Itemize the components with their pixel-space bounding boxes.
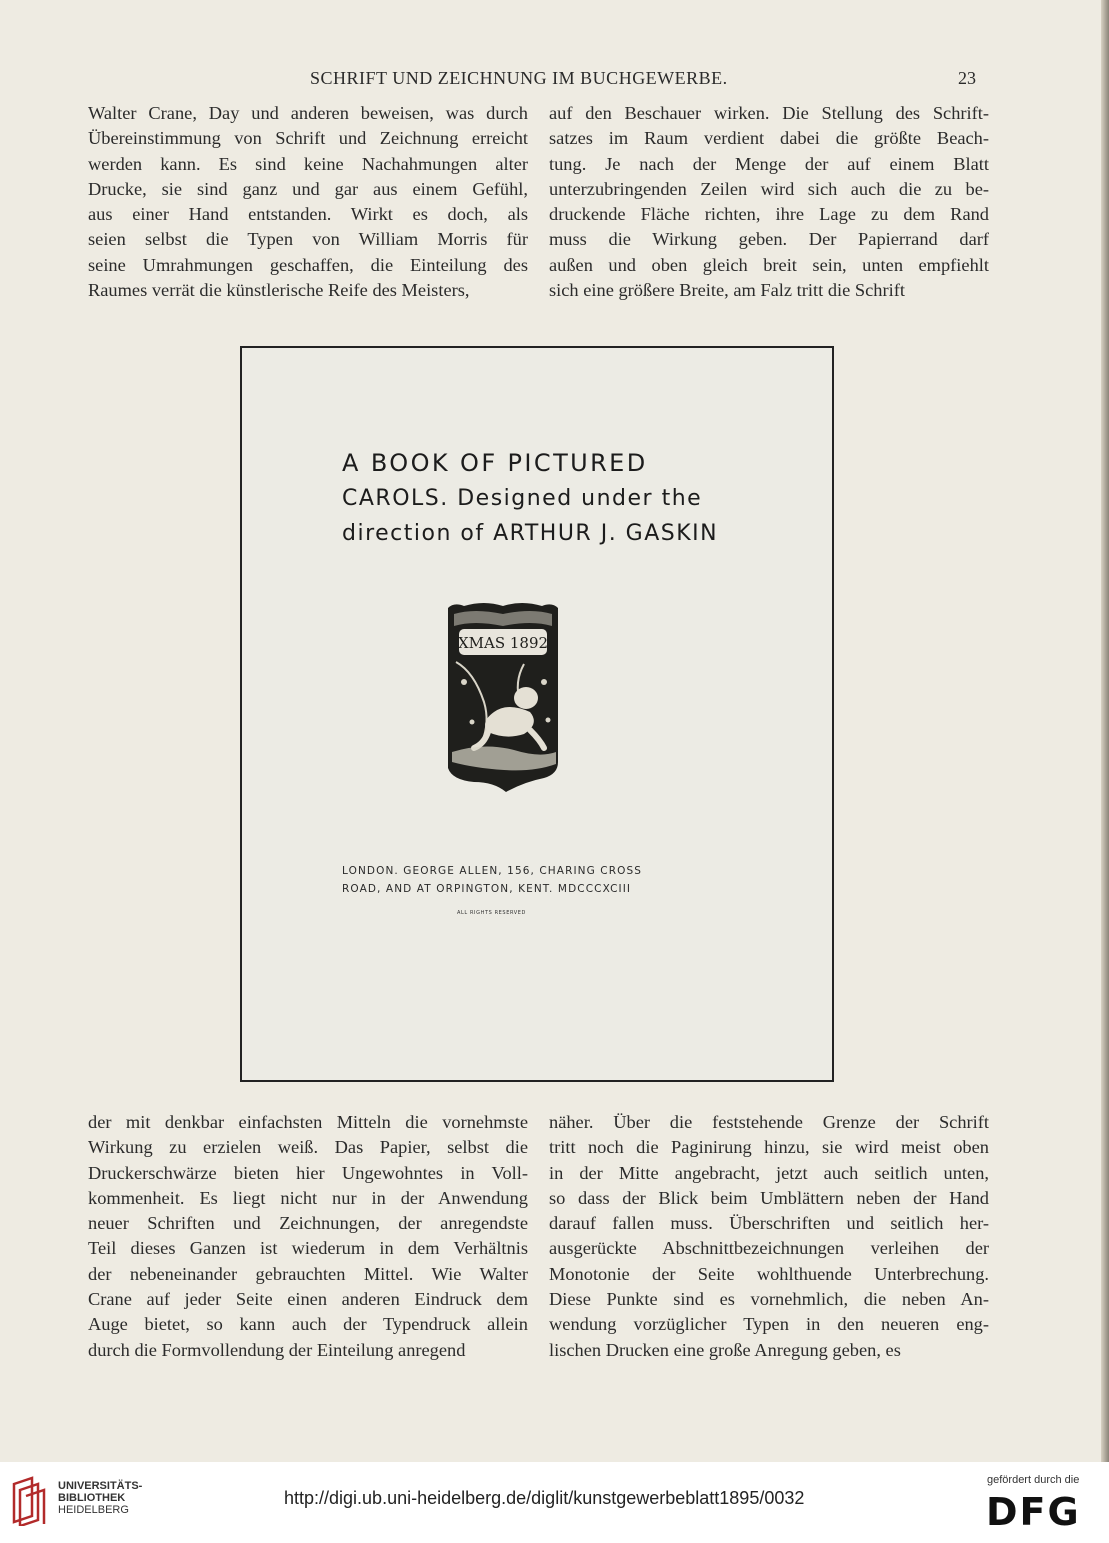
running-head: SCHRIFT UND ZEICHNUNG IM BUCHGEWERBE.: [310, 68, 728, 88]
library-name-line: HEIDELBERG: [58, 1504, 129, 1516]
text-column-bottom-left: [88, 1110, 528, 1363]
text-column-top-right: [549, 101, 989, 303]
text-line: unterzubringenden Zeilen wird sich auch die zu be-: [549, 178, 989, 199]
text-line: wendung vorzüglicher Typen in den neueren eng-: [549, 1314, 989, 1335]
text-line: sich eine größere Breite, am Falz tritt die Schrift: [549, 280, 905, 301]
text-line: Auge bietet, so kann auch der Typendruck allein: [88, 1314, 528, 1335]
text-line: werden kann. Es sind keine Nachahmungen alter: [88, 153, 528, 174]
library-name-line: UNIVERSITÄTS-: [58, 1480, 143, 1492]
text-line: Übereinstimmung von Schrift und Zeichnung erreicht: [88, 128, 528, 149]
imprint-line: ROAD, AND AT ORPINGTON, KENT. MDCCCXCIII: [342, 883, 632, 895]
rights-notice: ALL RIGHTS RESERVED: [457, 910, 526, 916]
text-line: der mit denkbar einfachsten Mitteln die vornehmste: [88, 1112, 528, 1132]
text-line: muss die Wirkung geben. Der Papierrand darf: [549, 229, 989, 250]
university-library-logo[interactable]: [10, 1476, 50, 1526]
text-column-bottom-right: [549, 1110, 989, 1363]
emblem-banner-text: XMAS 1892: [457, 634, 549, 652]
text-line: darauf fallen muss. Überschriften und seitlich her-: [549, 1213, 989, 1234]
text-line: Diese Punkte sind es vornehmlich, die neben An-: [549, 1289, 989, 1310]
funding-caption: gefördert durch die: [987, 1474, 1080, 1486]
text-line: druckende Fläche richten, ihre Lage zu dem Rand: [549, 204, 989, 225]
text-line: Walter Crane, Day und anderen beweisen, was durch: [88, 103, 528, 123]
text-line: kommenheit. Es liegt nicht nur in der Anwendung: [88, 1187, 528, 1208]
text-line: in der Mitte angebracht, jetzt auch seitlich unten,: [549, 1162, 989, 1183]
page-number: 23: [958, 68, 976, 88]
text-line: so dass der Blick beim Umblättern neben der Hand: [549, 1187, 989, 1208]
text-line: aus einer Hand entstanden. Wirkt es doch, als: [88, 204, 528, 225]
text-line: Monotonie der Seite wohlthuende Unterbrechung.: [549, 1263, 989, 1284]
text-column-top-left: [88, 101, 528, 303]
plate-imprint: [342, 862, 672, 898]
imprint-line: LONDON. GEORGE ALLEN, 156, CHARING CROSS: [342, 865, 643, 877]
text-line: Teil dieses Ganzen ist wiederum in dem Verhältnis: [88, 1238, 528, 1259]
text-line: Crane auf jeder Seite einen anderen Eindruck dem: [88, 1289, 528, 1310]
plate-title: [342, 446, 719, 551]
viewer-footer: [0, 1462, 1109, 1543]
page-edge-shadow: [1101, 0, 1109, 1462]
text-line: auf den Beschauer wirken. Die Stellung des Schrift-: [549, 103, 989, 123]
text-line: neuer Schriften und Zeichnungen, der anregendste: [88, 1213, 528, 1234]
plate-title-line: direction of ARTHUR J. GASKIN: [342, 521, 719, 546]
text-line: außen und oben gleich breit sein, unten empfiehlt: [549, 254, 989, 275]
xmas-emblem-woodcut: [444, 602, 562, 796]
library-name-line: BIBLIOTHEK: [58, 1492, 126, 1504]
text-line: tritt noch die Paginirung hinzu, sie wird meist oben: [549, 1137, 989, 1158]
text-line: näher. Über die feststehende Grenze der Schrift: [549, 1112, 989, 1132]
text-line: ausgerückte Abschnittbezeichnungen verleihen der: [549, 1238, 989, 1259]
permalink-url[interactable]: http://digi.ub.uni-heidelberg.de/diglit/kunstgewerbeblatt1895/0032: [284, 1488, 805, 1508]
text-line: seine Umrahmungen geschaffen, die Einteilung des: [88, 254, 528, 275]
text-line: Druckerschwärze bieten hier Ungewohntes in Voll-: [88, 1162, 528, 1183]
text-line: tung. Je nach der Menge der auf einem Blatt: [549, 153, 989, 174]
text-line: Wirkung zu erzielen weiß. Das Papier, selbst die: [88, 1137, 528, 1158]
plate-title-line: CAROLS. Designed under the: [342, 486, 703, 511]
text-line: der nebeneinander gebrauchten Mittel. Wie Walter: [88, 1263, 528, 1284]
plate-title-line: A BOOK OF PICTURED: [342, 449, 648, 477]
text-line: Drucke, sie sind ganz und gar aus einem Gefühl,: [88, 178, 528, 199]
text-line: seien selbst die Typen von William Morris für: [88, 229, 528, 250]
text-line: satzes im Raum verdient dabei die größte Beach-: [549, 128, 989, 149]
text-line: durch die Formvollendung der Einteilung anregend: [88, 1339, 466, 1360]
text-line: Raumes verrät die künstlerische Reife des Meisters,: [88, 280, 470, 301]
dfg-logo[interactable]: DFG: [986, 1490, 1081, 1534]
text-line: lischen Drucken eine große Anregung geben, es: [549, 1339, 901, 1360]
title-page-plate: [240, 346, 834, 1082]
library-name[interactable]: [58, 1480, 142, 1516]
